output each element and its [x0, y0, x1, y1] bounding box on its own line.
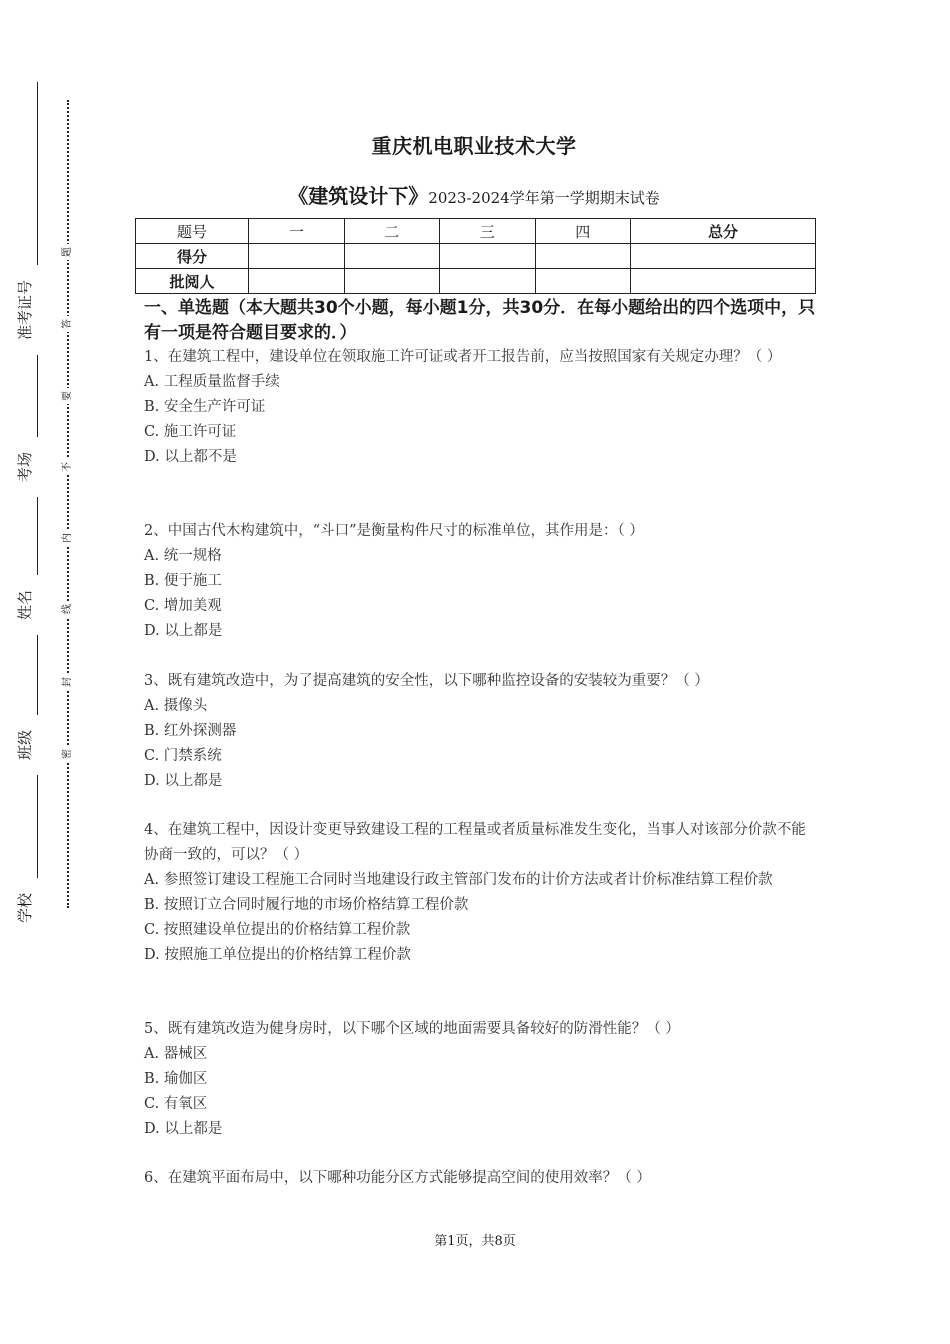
seal-char: 线 [60, 601, 76, 617]
grader-cell[interactable] [535, 269, 631, 294]
question-stem: 4、在建筑工程中，因设计变更导致建设工程的工程量或者质量标准发生变化，当事人对该部分价款不能协商一致的，可以？（ ） [144, 822, 806, 863]
answer-option[interactable]: C. 增加美观 [144, 598, 222, 614]
answer-option[interactable]: D. 按照施工单位提出的价格结算工程价款 [144, 947, 411, 963]
seal-char: 封 [60, 674, 76, 690]
field-name: 姓名 [10, 575, 40, 635]
answer-option[interactable]: B. 便于施工 [144, 573, 222, 589]
seal-char: 不 [60, 459, 76, 475]
score-row-label: 得分 [136, 244, 249, 269]
score-cell[interactable] [631, 244, 816, 269]
score-col-header: 一 [249, 219, 345, 244]
question [144, 519, 812, 644]
question [144, 345, 812, 470]
binding-margin [0, 0, 90, 1344]
score-cell[interactable] [344, 244, 440, 269]
answer-option[interactable]: A. 工程质量监督手续 [144, 374, 280, 390]
field-exam-room: 考场 [10, 437, 40, 497]
answer-option[interactable]: A. 器械区 [144, 1046, 208, 1062]
question-stem: 5、既有建筑改造为健身房时，以下哪个区域的地面需要具备较好的防滑性能？（ ） [144, 1021, 680, 1037]
seal-char: 密 [60, 746, 76, 762]
question [144, 818, 812, 968]
seal-char: 内 [60, 530, 76, 546]
answer-option[interactable]: C. 按照建设单位提出的价格结算工程价款 [144, 922, 411, 938]
answer-option[interactable]: D. 以上都是 [144, 623, 223, 639]
binding-solid-line [37, 82, 38, 927]
grader-row-label: 批阅人 [136, 269, 249, 294]
answer-option[interactable]: A. 摄像头 [144, 698, 208, 714]
question [144, 1017, 812, 1142]
seal-dotted-line [67, 100, 69, 908]
question [144, 1166, 812, 1191]
score-cell[interactable] [440, 244, 536, 269]
section-title: 一、单选题（本大题共30个小题，每小题1分，共30分．在每小题给出的四个选项中，只有一项是符合题目要求的．） [144, 298, 816, 343]
school-name: 重庆机电职业技术大学 [371, 134, 577, 158]
question [144, 669, 812, 794]
answer-option[interactable]: D. 以上都是 [144, 1121, 223, 1137]
answer-option[interactable]: C. 有氧区 [144, 1096, 208, 1112]
score-cell[interactable] [535, 244, 631, 269]
seal-char: 题 [60, 244, 76, 260]
answer-option[interactable]: B. 红外探测器 [144, 723, 237, 739]
score-col-header: 二 [344, 219, 440, 244]
score-row [136, 244, 816, 269]
grader-cell[interactable] [440, 269, 536, 294]
answer-option[interactable]: C. 施工许可证 [144, 424, 237, 440]
answer-option[interactable]: D. 以上都不是 [144, 449, 237, 465]
seal-char: 要 [60, 388, 76, 404]
question-stem: 6、在建筑平面布局中，以下哪种功能分区方式能够提高空间的使用效率？（ ） [144, 1170, 651, 1186]
score-col-header: 三 [440, 219, 536, 244]
score-cell[interactable] [249, 244, 345, 269]
answer-option[interactable]: B. 安全生产许可证 [144, 399, 266, 415]
answer-option[interactable]: A. 参照签订建设工程施工合同时当地建设行政主管部门发布的计价方法或者计价标准结算工程价款 [144, 872, 773, 888]
grader-cell[interactable] [344, 269, 440, 294]
page-footer: 第1页，共8页 [434, 1234, 516, 1249]
question-stem: 1、在建筑工程中，建设单位在领取施工许可证或者开工报告前，应当按照国家有关规定办理？（ ） [144, 349, 782, 365]
question-stem: 3、既有建筑改造中，为了提高建筑的安全性，以下哪种监控设备的安装较为重要？（ ） [144, 673, 709, 689]
score-table [135, 218, 816, 294]
seal-char: 答 [60, 316, 76, 332]
score-col-header: 题号 [136, 219, 249, 244]
answer-option[interactable]: B. 按照订立合同时履行地的市场价格结算工程价款 [144, 897, 469, 913]
field-class: 班级 [10, 715, 40, 775]
score-table-header-row [136, 219, 816, 244]
answer-option[interactable]: B. 瑜伽区 [144, 1071, 208, 1087]
answer-option[interactable]: D. 以上都是 [144, 773, 223, 789]
field-school: 学校 [10, 878, 40, 938]
exam-title [144, 180, 804, 209]
grader-cell[interactable] [249, 269, 345, 294]
grader-cell[interactable] [631, 269, 816, 294]
exam-term: 2023-2024学年第一学期期末试卷 [428, 189, 660, 207]
score-col-header: 总分 [631, 219, 816, 244]
course-name: 《建筑设计下》 [288, 184, 429, 208]
grader-row [136, 269, 816, 294]
answer-option[interactable]: A. 统一规格 [144, 548, 222, 564]
question-stem: 2、中国古代木构建筑中，“斗口”是衡量构件尺寸的标准单位，其作用是：（ ） [144, 523, 644, 539]
score-col-header: 四 [535, 219, 631, 244]
answer-option[interactable]: C. 门禁系统 [144, 748, 222, 764]
field-exam-number: 准考证号 [10, 265, 40, 355]
